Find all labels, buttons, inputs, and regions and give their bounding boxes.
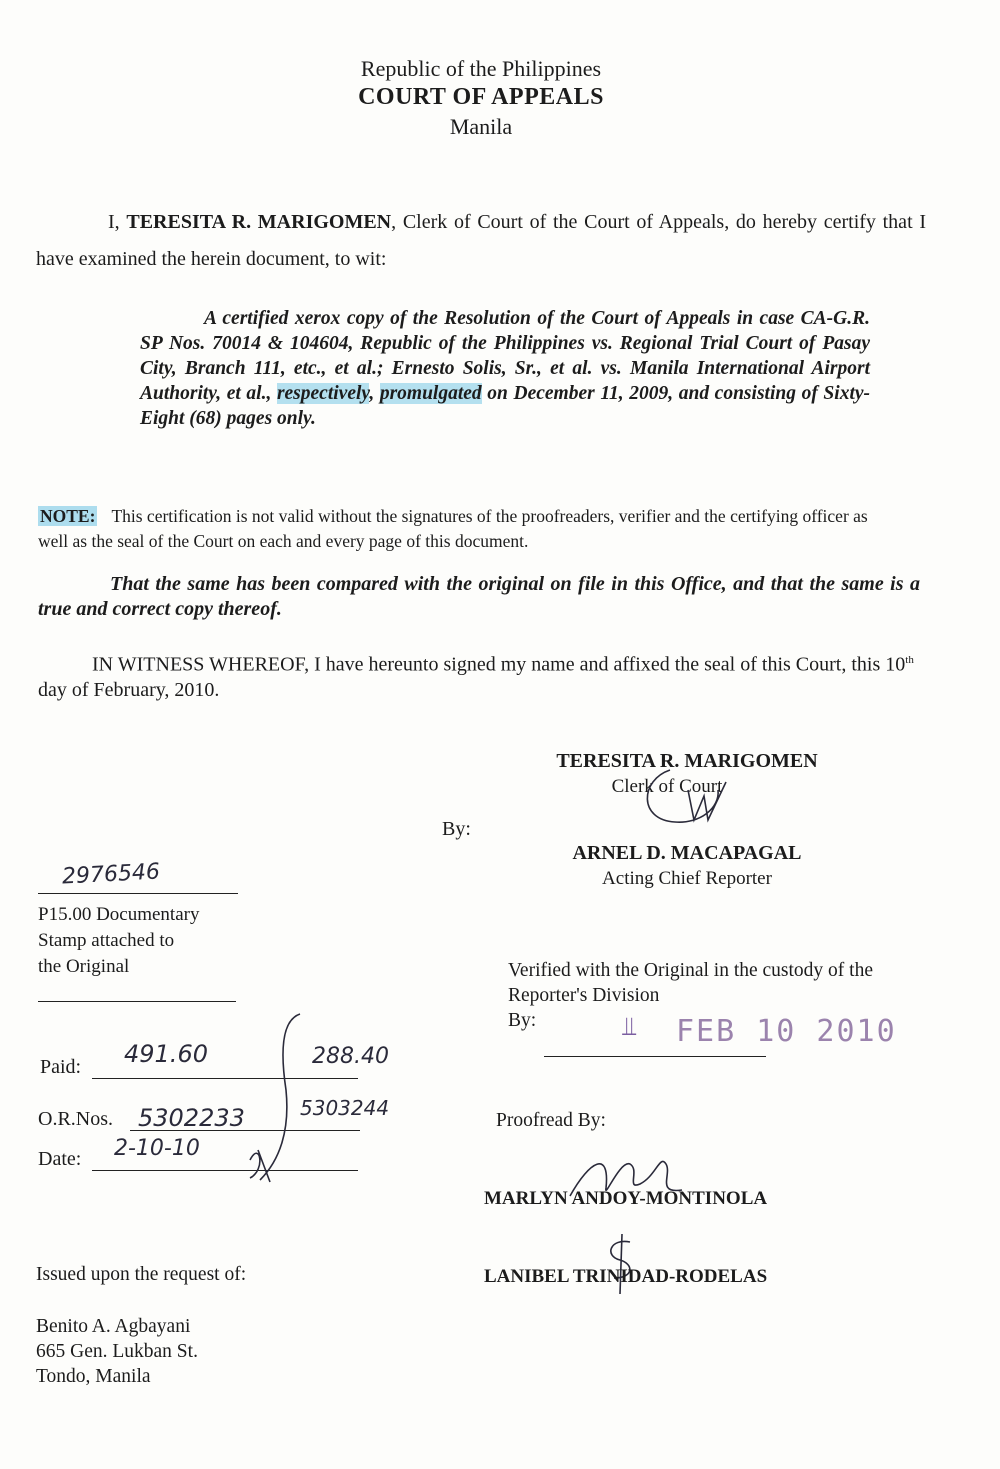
description-comma: , bbox=[369, 383, 375, 404]
paid-value-1: 491.60 bbox=[124, 1040, 208, 1068]
witness-sup: th bbox=[905, 654, 914, 666]
stamp-line2: Stamp attached to bbox=[38, 930, 175, 951]
witness-pre: IN WITNESS WHEREOF, I have hereunto signed my name and affixed the seal of this Court, this 10 bbox=[92, 653, 906, 676]
paid-label: Paid: bbox=[40, 1056, 82, 1078]
date-received-stamp: FEB 10 2010 bbox=[676, 1014, 897, 1049]
proofreader-2-name: LANIBEL TRINIDAD-RODELAS bbox=[484, 1266, 768, 1287]
stamp-underline bbox=[38, 1001, 236, 1002]
payment-bracket-scrawl bbox=[220, 1010, 310, 1190]
cert-intro-post: , Clerk of Court of the Court of Appeals, do hereby certify that I have examined the herein document, to wit: bbox=[36, 211, 926, 270]
note-text: This certification is not valid without the signatures of the proofreaders, verifier and the certifying officer as well as the seal of the Court on each and every page of this document. bbox=[38, 506, 868, 551]
reporter-signature-name: ARNEL D. MACAPAGAL bbox=[572, 842, 802, 864]
proofread-label: Proofread By: bbox=[496, 1110, 606, 1131]
date-value: 2-10-10 bbox=[114, 1136, 200, 1161]
note-section bbox=[38, 504, 868, 554]
highlight-promulgated: promulgated bbox=[379, 383, 482, 404]
by-label-verification: By: bbox=[508, 1010, 537, 1031]
verification-text: Verified with the Original in the custody of the Reporter's Division bbox=[508, 960, 873, 1006]
clerk-signature-scrawl bbox=[630, 760, 740, 832]
clerk-signature-title: Clerk of Court bbox=[611, 776, 723, 797]
verification-line bbox=[544, 1056, 766, 1057]
comparison-statement: That the same has been compared with the original on file in this Office, and that the same is a true and correct copy thereof. bbox=[38, 573, 920, 620]
paid-value-2: 288.40 bbox=[312, 1044, 389, 1069]
or-value-1: 5302233 bbox=[138, 1104, 245, 1132]
or-numbers-label: O.R.Nos. bbox=[38, 1108, 114, 1130]
requester-name: Benito A. Agbayani bbox=[36, 1316, 191, 1337]
requester-address-2: Tondo, Manila bbox=[36, 1366, 151, 1387]
handwritten-stamp-number: 2976546 bbox=[61, 859, 161, 890]
witness-paragraph bbox=[38, 648, 920, 703]
verifier-initials-icon: ⫫ bbox=[622, 1012, 637, 1041]
note-label: NOTE: bbox=[40, 506, 96, 526]
reporter-signature-title: Acting Chief Reporter bbox=[602, 868, 772, 889]
cert-intro-pre: I, bbox=[108, 211, 127, 233]
requester-address-1: 665 Gen. Lukban St. bbox=[36, 1341, 198, 1362]
clerk-signature-name: TERESITA R. MARIGOMEN bbox=[556, 750, 818, 772]
or-value-2: 5303244 bbox=[300, 1096, 390, 1120]
request-label: Issued upon the request of: bbox=[36, 1264, 247, 1285]
documentary-stamp-note bbox=[38, 902, 268, 980]
description-part1: A certified xerox copy of the Resolution of the Court of Appeals in case CA-G.R. SP Nos. 70014 & 104604, Republic of the Philippines vs. Regional Trial Court of Pasay City, Branch 111, etc., et al.; Ernesto Solis, Sr., et al. vs. Manila International Airport Authority, et al., bbox=[140, 308, 870, 404]
highlight-respectively: respectively bbox=[276, 383, 370, 404]
witness-post: day of February, 2010. bbox=[38, 678, 220, 701]
header-city: Manila bbox=[449, 114, 513, 139]
header-republic: Republic of the Philippines bbox=[360, 56, 602, 81]
proofreader-1-name: MARLYN ANDOY-MONTINOLA bbox=[484, 1188, 768, 1209]
stamp-number-line bbox=[38, 893, 238, 894]
header-court: COURT OF APPEALS bbox=[358, 84, 604, 110]
certification-paragraph bbox=[36, 204, 926, 278]
cert-clerk-name: TERESITA R. MARIGOMEN bbox=[126, 211, 392, 233]
document-description bbox=[140, 306, 870, 431]
stamp-line3: the Original bbox=[38, 956, 130, 977]
description-part2: on December 11, 2009, and consisting of Sixty-Eight (68) pages only. bbox=[140, 383, 871, 429]
date-label: Date: bbox=[38, 1148, 82, 1170]
requester-block bbox=[36, 1314, 198, 1389]
by-label-left: By: bbox=[442, 818, 471, 840]
stamp-line1: P15.00 Documentary bbox=[38, 904, 200, 925]
